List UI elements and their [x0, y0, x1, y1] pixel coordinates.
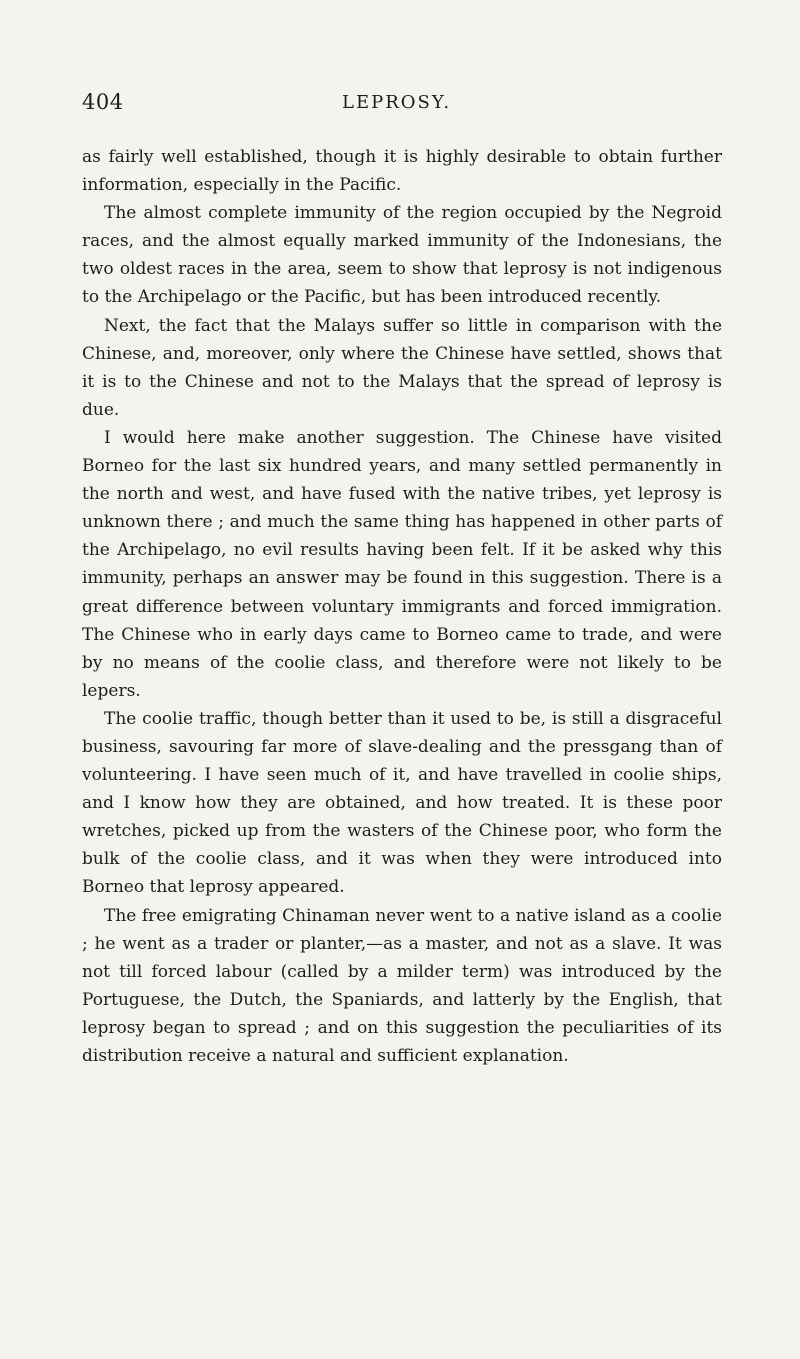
paragraph-continued: as fairly well established, though it is highly desirable to obtain further information, especially in the Pacific. — [82, 147, 722, 196]
paragraph-free-emigrating: The free emigrating Chinaman never went to a native island as a coolie ; he went as a trader or planter,—as a master, and not as a slave. It was not till forced labour (called by a milder term) was introduced by the Portuguese, the Dutch, the Spaniards, and latterly by the English, that leprosy began to spread ; and on this suggestion the peculiarities of its distribution receive a natural and sufficient explanation. — [82, 905, 722, 1066]
page-header — [82, 90, 732, 120]
paragraph-malays-chinese: Next, the fact that the Malays suffer so little in comparison with the Chinese, and, moreover, only where the Chinese have settled, shows that it is to the Chinese and not to the Malays that the spread of leprosy is due. — [82, 315, 722, 420]
paragraph-immunity: The almost complete immunity of the region occupied by the Negroid races, and the almost equally marked immunity of the Indonesians, the two oldest races in the area, seem to show that leprosy is not indigenous to the Archipelago or the Pacific, but has been introduced recently. — [82, 203, 722, 308]
paragraph-suggestion: I would here make another suggestion. The Chinese have visited Borneo for the last six hundred years, and many settled permanently in the north and west, and have fused with the native tribes, yet leprosy is unknown there ; and much the same thing has happened in other parts of the Archipelago, no evil results having been felt. If it be asked why this immunity, perhaps an answer may be found in this suggestion. There is a great difference between voluntary immigrants and forced immigration. The Chinese who in early days came to Borneo came to trade, and were by no means of the coolie class, and therefore were not likely to be lepers. — [82, 427, 722, 701]
paragraph-coolie-traffic: The coolie traffic, though better than it used to be, is still a disgraceful business, savouring far more of slave-dealing and the pressgang than of volunteering. I have seen much of it, and have travelled in coolie ships, and I know how they are obtained, and how treated. It is these poor wretches, picked up from the wasters of the Chinese poor, who form the bulk of the coolie class, and it was when they were introduced into Borneo that leprosy appeared. — [82, 708, 722, 898]
page-number: 404 — [82, 90, 124, 114]
body-text — [82, 143, 722, 1070]
running-head: LEPROSY. — [342, 92, 452, 113]
